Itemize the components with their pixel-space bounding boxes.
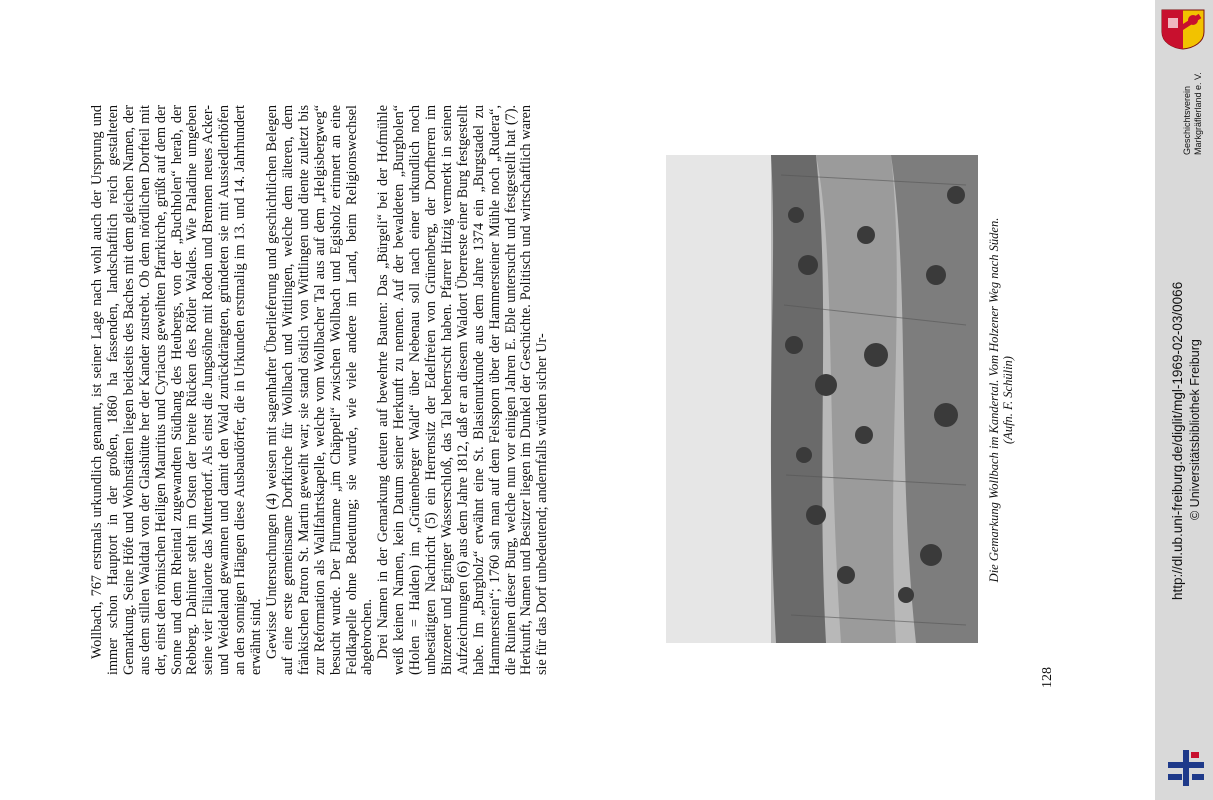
copyright-notice: © Universitätsbibliothek Freiburg (1188, 339, 1202, 520)
page-number: 128 (1040, 667, 1055, 688)
paragraph-2: Gewisse Untersuchungen (4) weisen mit sagenhafter Überlieferung und geschichtlichen Belegen auf eine erste gemeinsame Dorfkirche für Wollbach und Wittlingen, welche dem älteren, dem fränkischen Patron St. Martin geweiht war; sie stand östlich von Wittlingen und diente zuletzt bis zur Reformation als Wallfahrtskapelle, welche vom Wollbacher Tal aus auf dem „Helgisbergweg“ besucht wurde. Der Flurname „im Chäppeli“ zwischen Wollbach und Egisholz erinnert an eine Feldkapelle ohne Bedeutung; sie wurde, wie viele andere im Land, beim Religionswechsel abgebrochen. (263, 105, 376, 675)
society-line-1: Geschichtsverein (1182, 85, 1192, 155)
library-logo-icon (1164, 748, 1208, 788)
paragraph-1: Wollbach, 767 erstmals urkundlich genannt, ist seiner Lage nach wohl auch der Ursprung und immer schon Hauptort in der großen, 1860 ha fassenden, landschaftlich reich gestalteten Gemarkung. Seine Höfe und Wohnstätten liegen beidseits des Baches mit dem gleichen Namen, der aus dem stillen Waldtal von der Glashütte her der Kander zustrebt. Ob dem nördlichen Dorfteil mit der, einst den römischen Heiligen Mauritius und Cyriacus geweihten Pfarrkirche, grüßt auf dem der Sonne und dem Rheintal zugewandten Südhang des Heubergs, von der „Buchholen“ herab, der Rebberg. Dahinter steht im Osten der breite Rücken des Rötler Waldes. Wie Paladine umgeben seine vier Filialorte das Mutterdorf. Als einst die Jungsöhne mit Roden und Brennen neues Acker- und Weideland gewannen und damit den Wald zurückdrängten, gründeten sie mit Aussiedlerhöfen an den sonnigen Hängen diese Ausbaudörfer, die in Urkunden erstmalig im 13. und 14. Jahrhundert erwähnt sind. (89, 105, 265, 675)
society-crest-icon (1160, 8, 1206, 50)
body-text (90, 105, 551, 675)
society-line-2: Markgräflerland e. V. (1193, 72, 1203, 155)
source-url[interactable]: http://dl.ub.uni-freiburg.de/diglit/mgl-1969-02-03/0066 (1170, 281, 1185, 600)
caption-line-1: Die Gemarkung Wollbach im Kandertal. Vom Holzener Weg nach Süden. (987, 217, 1001, 583)
society-name (1182, 45, 1204, 155)
paragraph-3: Drei Namen in der Gemarkung deuten auf bewehrte Bauten: Das „Bürgeli“ bei der Hofmühle weiß keinen Namen, kein Datum seiner Herkunft zu nennen. Auf der bewaldeten „Burgholen“ (Holen = Halden) im „Grünenberger Wald“ über Nebenau soll nach einer urkundlich noch unbestätigten Nachricht (5) ein Herrensitz der Edelfreien von Grünenberg, der Dorfherren im Binzener und Egringer Wasserschloß, das Tal beherrscht haben. Pfarrer Hitzig vermerkt in seinen Aufzeichnungen (6) aus dem Jahre 1812, daß er an diesem Waldort Überreste einer Burg festgestellt habe. Im „Burgholz“ erwähnt eine St. Blasienurkunde aus dem Jahre 1374 ein „Burgstadel zu Hammerstein“; 1760 sah man auf dem Felssporn über der Hammersteiner Mühle noch „Rudera“, die Ruinen dieser Burg, welche nun vor einigen Jahren E. Eble untersucht und festgestellt hat (7). Herkunft, Namen und Besitzer liegen im Dunkel der Geschichte. Politisch und wirtschaftlich waren sie für das Dorf unbedeutend; andernfalls würden sicher Ur- (375, 105, 551, 675)
landscape-photo (666, 155, 978, 643)
caption-line-2: (Aufn. F. Schülin) (1001, 356, 1015, 444)
photo-caption (987, 160, 1015, 640)
